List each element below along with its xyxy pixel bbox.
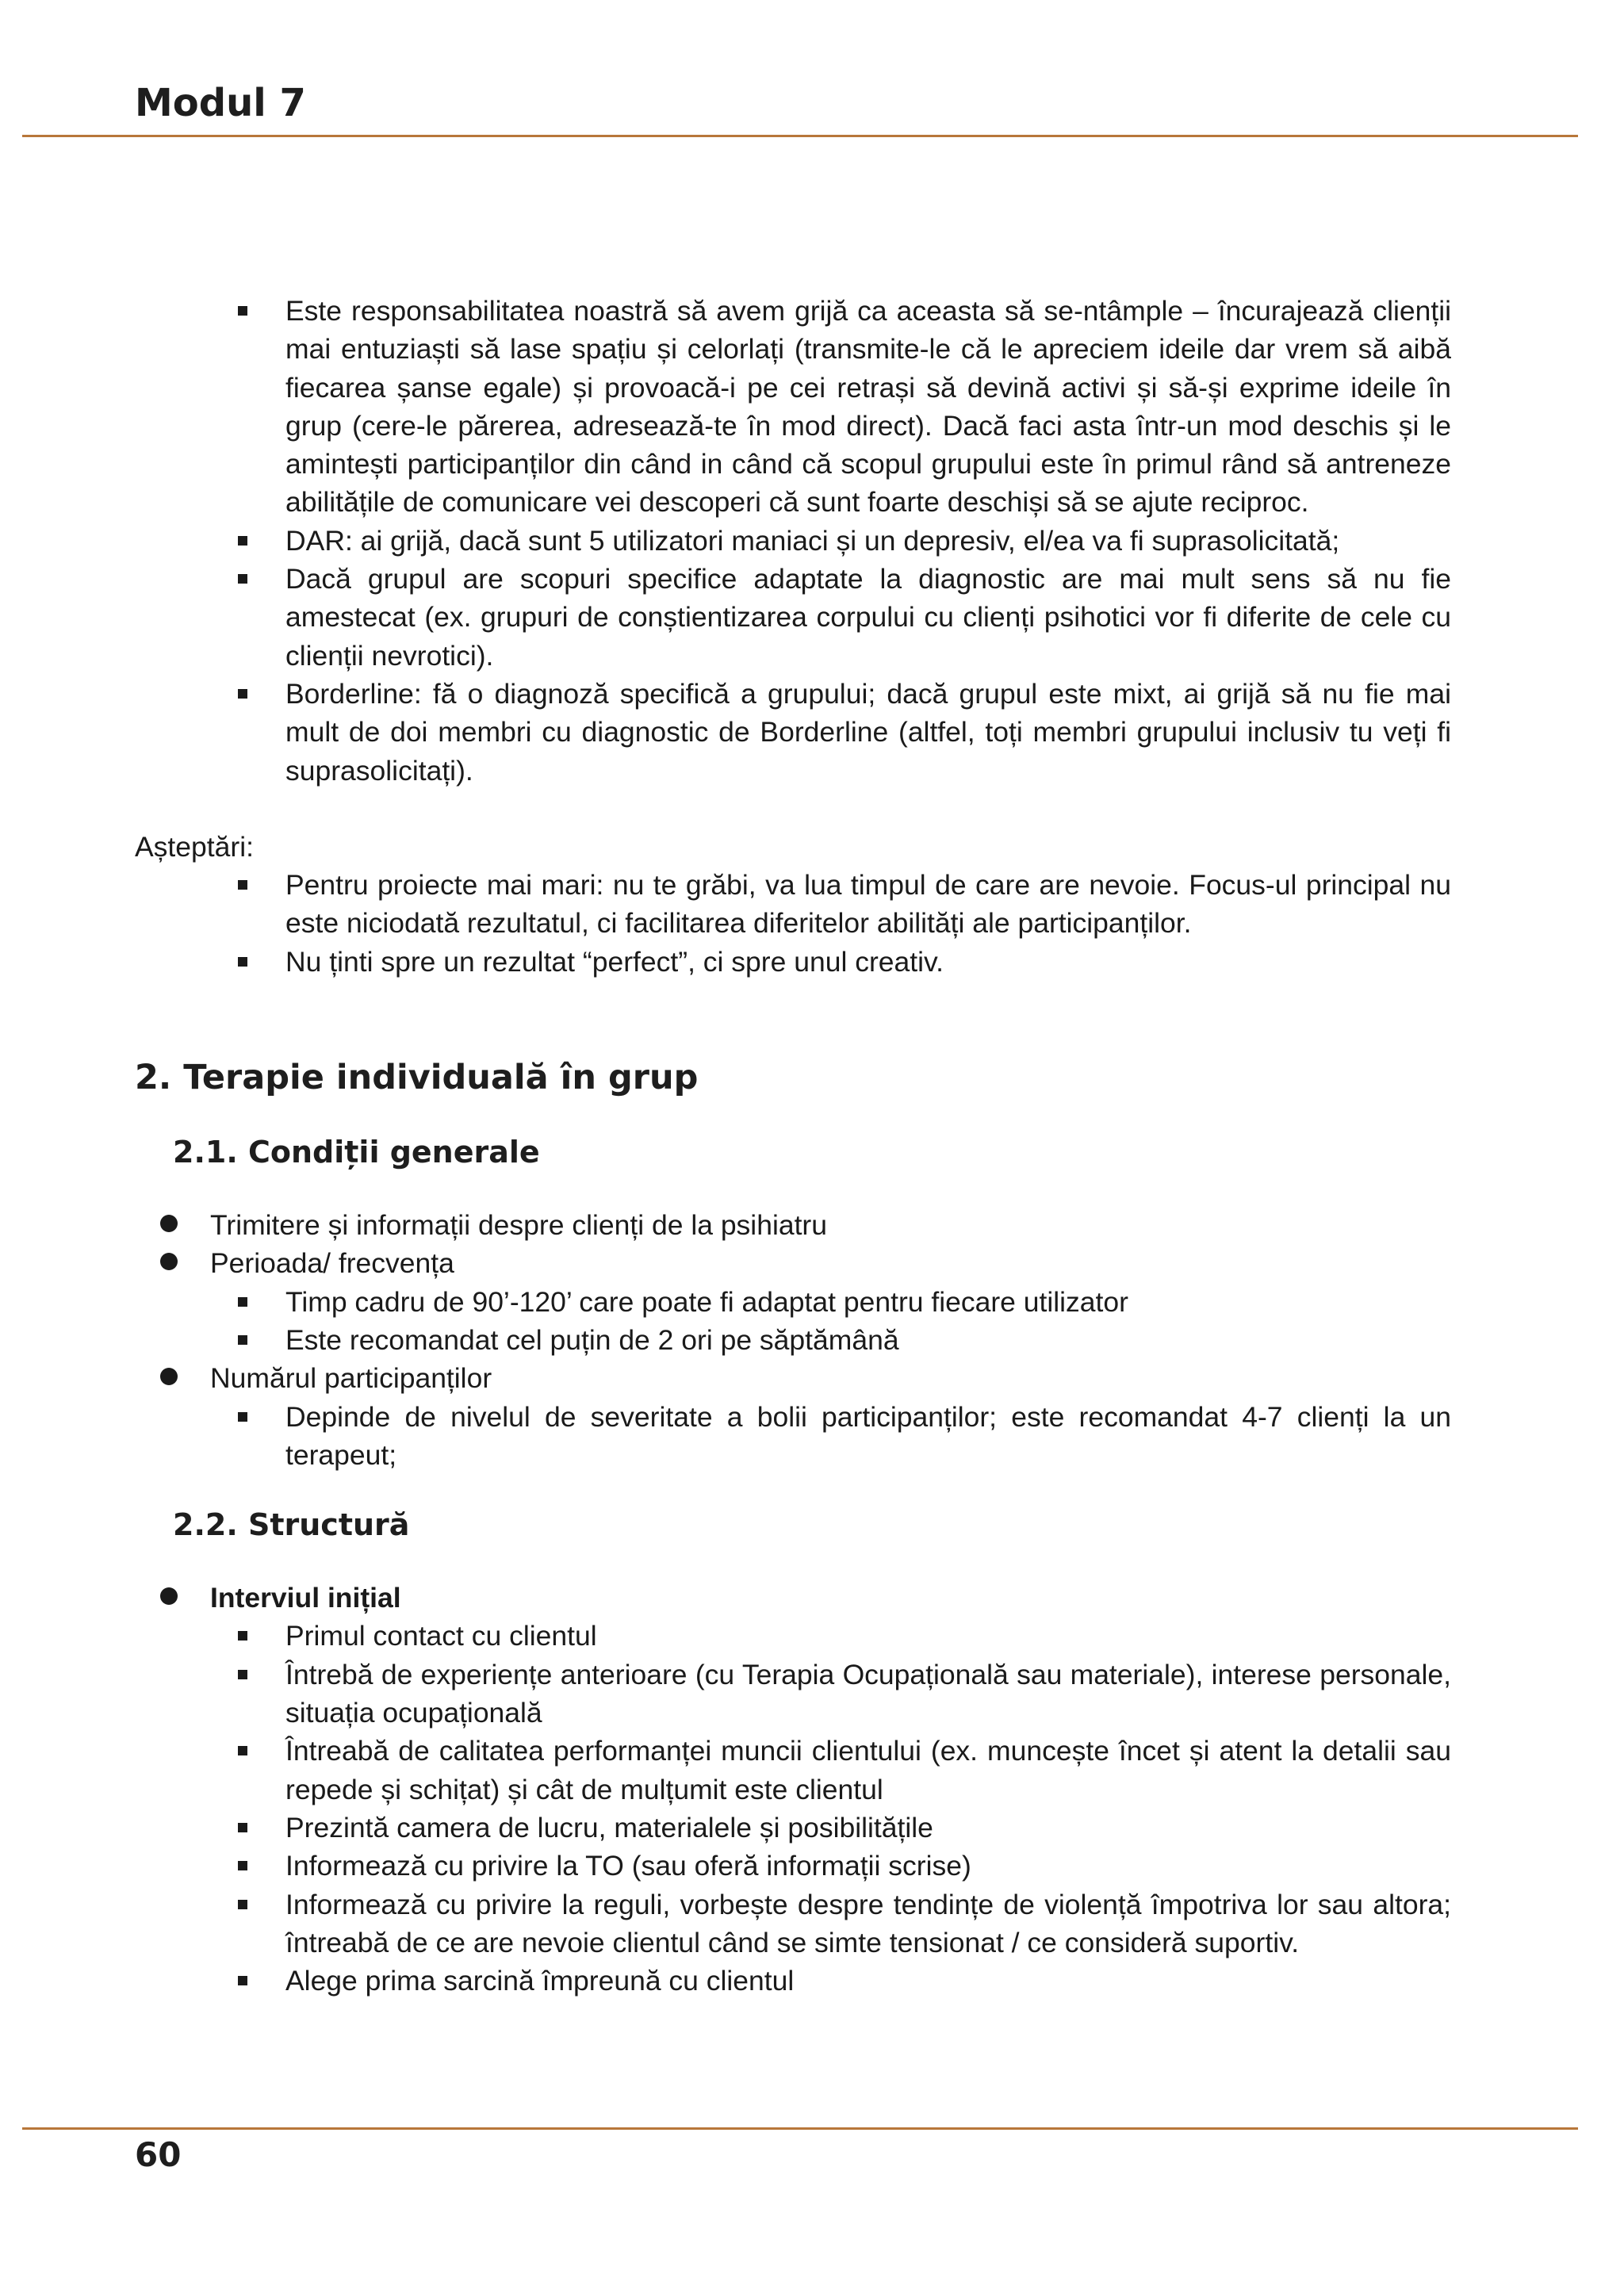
list-item: Dacă grupul are scopuri specifice adaptate la diagnostic are mai mult sens să nu fie amestecat (ex. grupuri de conștientizarea corpului cu clienți psihotici vor fi diferite de cele cu clienții nevrotici). (135, 560, 1451, 675)
round-bullet-icon (160, 1253, 178, 1270)
list-item: Este recomandat cel puțin de 2 ori pe săptămână (210, 1321, 1451, 1359)
list-item: Alege prima sarcină împreună cu clientul (210, 1962, 1451, 2000)
structure-list (135, 1579, 1451, 2000)
square-bullet-icon (238, 957, 247, 967)
intro-bullet-list (135, 292, 1451, 790)
square-bullet-icon (238, 1631, 247, 1641)
square-bullet-icon (238, 1412, 247, 1422)
list-item: Pentru proiecte mai mari: nu te grăbi, va lua timpul de care are nevoie. Focus-ul principal nu este niciodată rezultatul, ci facilitarea diferitelor abilități ale participanților. (135, 866, 1451, 943)
module-title: Modul 7 (135, 81, 306, 125)
square-bullet-icon (238, 1297, 247, 1307)
list-item: Informează cu privire la TO (sau oferă informații scrise) (210, 1847, 1451, 1885)
list-item: Întrebă de experiențe anterioare (cu Terapia Ocupațională sau materiale), interese personale, situația ocupațională (210, 1656, 1451, 1732)
round-bullet-icon (160, 1368, 178, 1385)
square-bullet-icon (238, 1335, 247, 1345)
square-bullet-icon (238, 1823, 247, 1832)
section-heading: 2. Terapie individuală în grup (135, 1058, 699, 1098)
header-divider (22, 135, 1578, 137)
square-bullet-icon (238, 1670, 247, 1679)
list-item: Numărul participanților Depinde de nivelul de severitate a bolii participanților; este recomandat 4-7 clienți la un terapeut; (135, 1359, 1451, 1474)
list-item: Nu ținti spre un rezultat “perfect”, ci spre unul creativ. (135, 943, 1451, 981)
square-bullet-icon (238, 880, 247, 890)
page-content (135, 292, 1451, 2000)
round-bullet-icon (160, 1587, 178, 1605)
general-conditions-list (135, 1206, 1451, 1474)
sub-list (210, 1617, 1451, 2000)
expectations-list (135, 866, 1451, 981)
list-item: Borderline: fă o diagnoză specifică a grupului; dacă grupul este mixt, ai grijă să nu fie mai mult de doi membri cu diagnostic de Borderline (altfel, toți membri grupului inclusiv tu veți fi suprasolicitați). (135, 675, 1451, 790)
subsection-heading: 2.2. Structură (173, 1507, 410, 1543)
list-item: Prezintă camera de lucru, materialele și posibilitățile (210, 1809, 1451, 1847)
list-item: Este responsabilitatea noastră să avem grijă ca aceasta să se-ntâmple – încurajează clienții mai entuziaști să lase spațiu și celorlați (transmite-le că le apreciem ideile dar vrem să aibă fiecarea șanse egale) și provoacă-i pe cei retrași să devină activi și să-și exprime ideile în grup (cere-le părerea, adresează-te în mod direct). Dacă faci asta într-un mod deschis și le amintești participanților din când in când că scopul grupului este în primul rând să antreneze abilitățile de comunicare vei descoperi că sunt foarte deschiși să se ajute reciproc. (135, 292, 1451, 522)
square-bullet-icon (238, 536, 247, 546)
list-item: Perioada/ frecvența Timp cadru de 90’-120’ care poate fi adaptat pentru fiecare utilizator Este recomandat cel puțin de 2 ori pe săptămână (135, 1244, 1451, 1359)
list-item: Informează cu privire la reguli, vorbește despre tendințe de violență împotriva lor sau altora; întreabă de ce are nevoie clientul când se simte tensionat / ce consideră suportiv. (210, 1886, 1451, 1962)
list-item: Depinde de nivelul de severitate a bolii participanților; este recomandat 4-7 clienți la un terapeut; (210, 1398, 1451, 1475)
list-item: DAR: ai grijă, dacă sunt 5 utilizatori maniaci și un depresiv, el/ea va fi suprasolicitată; (135, 522, 1451, 560)
list-item: Întreabă de calitatea performanței muncii clientului (ex. muncește încet și atent la detalii sau repede și schițat) și cât de mulțumit este clientul (210, 1732, 1451, 1809)
square-bullet-icon (238, 574, 247, 584)
square-bullet-icon (238, 1746, 247, 1755)
list-item: Timp cadru de 90’-120’ care poate fi adaptat pentru fiecare utilizator (210, 1283, 1451, 1321)
square-bullet-icon (238, 1900, 247, 1909)
square-bullet-icon (238, 689, 247, 699)
sub-list (210, 1283, 1451, 1360)
list-item: Trimitere și informații despre clienți de la psihiatru (135, 1206, 1451, 1244)
subsection-heading: 2.1. Condiții generale (173, 1135, 540, 1170)
list-item: Interviul inițial Primul contact cu clientul Întrebă de experiențe anterioare (cu Terapia Ocupațională sau materiale), interese personale, situația ocupațională Întreabă de calitatea performanței muncii clientului (ex. muncește încet și atent la detalii sau repede și schițat) și cât de mulțumit este clientul Prezintă camera de lucru, materialele și posibilitățile Informează cu privire la TO (sau oferă informații scrise) Informează cu privire la reguli, vorbește despre tendințe de violență împotriva lor sau altora; întreabă de ce are nevoie clientul când se simte tensionat / ce consideră suportiv. Alege prima sarcină împreună cu clientul (135, 1579, 1451, 2000)
sub-list (210, 1398, 1451, 1475)
round-bullet-icon (160, 1215, 178, 1232)
list-item: Primul contact cu clientul (210, 1617, 1451, 1655)
square-bullet-icon (238, 306, 247, 316)
footer-divider (22, 2127, 1578, 2130)
page-number: 60 (135, 2135, 182, 2174)
expectations-label: Așteptări: (135, 830, 254, 863)
square-bullet-icon (238, 1861, 247, 1870)
square-bullet-icon (238, 1976, 247, 1985)
